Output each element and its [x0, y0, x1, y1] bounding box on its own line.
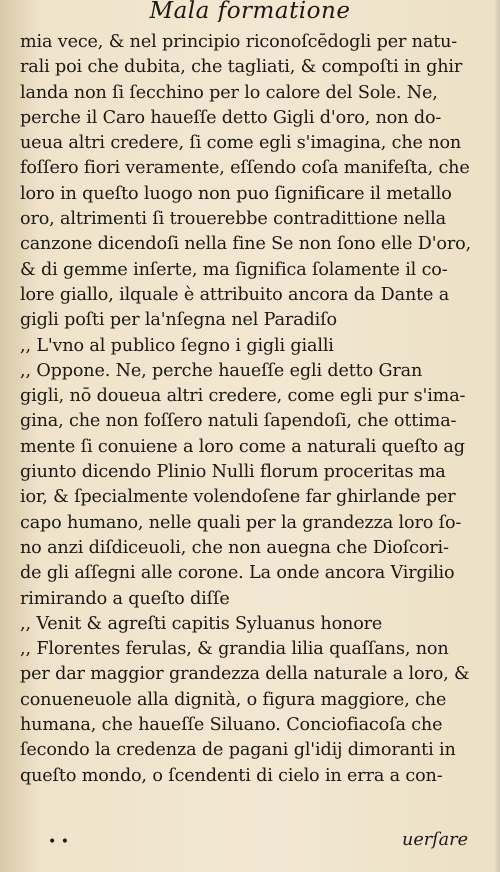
- text-line: & di gemme inſerte, ma ſignifica ſolamente il co-: [20, 259, 448, 280]
- text-line: queſto mondo, o ſcendenti di cielo in erra a con-: [20, 765, 443, 786]
- footer-row: [20, 830, 482, 856]
- text-line: ſecondo la credenza de pagani gl'idij dimoranti in: [20, 740, 456, 761]
- text-line: per dar maggior grandezza della naturale a loro, &: [20, 664, 470, 685]
- page-edge-shadow: [494, 0, 500, 872]
- quoted-verse-line: ,, Venit & agreſti capitis Syluanus honore: [20, 613, 383, 634]
- text-line: loro in queſto luogo non puo ſignificare il metallo: [20, 183, 452, 204]
- text-line: canzone dicendoſi nella fine Se non ſono elle D'oro,: [20, 234, 472, 255]
- text-line: ,, Oppone. Ne, perche haueſſe egli detto Gran: [20, 360, 423, 381]
- text-line: ior, & ſpecialmente volendoſene far ghirlande per: [20, 487, 456, 508]
- text-line: rimirando a queſto diſſe: [20, 588, 230, 609]
- text-line: humana, che haueſſe Siluano. Conciofiacoſa che: [20, 715, 443, 736]
- text-line: gigli, nō doueua altri credere, come egli pur s'ima-: [20, 386, 466, 407]
- text-line: mente ſi conuiene a loro come a naturali queſto ag: [20, 436, 465, 457]
- text-line: gina, che non foſſero natuli ſapendoſi, che ottima-: [20, 411, 457, 432]
- signature-mark: • •: [48, 834, 69, 850]
- text-line: foſſero fiori veramente, eſſendo coſa manifeſta, che: [20, 158, 470, 179]
- text-line: capo humano, nelle quali per la grandezza loro ſo-: [20, 512, 462, 533]
- body-text: [20, 30, 482, 789]
- text-line: mia vece, & nel principio riconoſcēdogli per natu-: [20, 32, 458, 52]
- text-line: landa non ſi ſecchino per lo calore del Sole. Ne,: [20, 82, 438, 103]
- catchword: uerſare: [402, 830, 468, 850]
- text-line: gigli poſti per la'nſegna nel Paradiſo: [20, 310, 337, 331]
- text-line: perche il Caro haueſſe detto Gigli d'oro, non do-: [20, 107, 442, 128]
- running-head: Mala formatione: [149, 0, 351, 22]
- text-line: de gli aſſegni alle corone. La onde ancora Virgilio: [20, 563, 455, 584]
- text-line: giunto dicendo Plinio Nulli florum proceritas ma: [20, 462, 446, 483]
- text-line: no anzi diſdiceuoli, che non auegna che Dioſcori-: [20, 537, 449, 558]
- text-line: conueneuole alla dignità, o figura maggiore, che: [20, 689, 447, 710]
- text-line: rali poi che dubita, che tagliati, & compoſti in ghir: [20, 57, 463, 78]
- quoted-verse-line: ,, Florentes ferulas, & grandia lilia quaſſans, non: [20, 639, 449, 660]
- text-line: ueua altri credere, ſi come egli s'imagina, che non: [20, 133, 462, 154]
- quoted-verse-line: ,, L'vno al publico ſegno i gigli gialli: [20, 335, 334, 356]
- text-line: oro, altrimenti ſi trouerebbe contradittione nella: [20, 209, 446, 230]
- text-line: lore giallo, ilquale è attribuito ancora da Dante a: [20, 284, 450, 305]
